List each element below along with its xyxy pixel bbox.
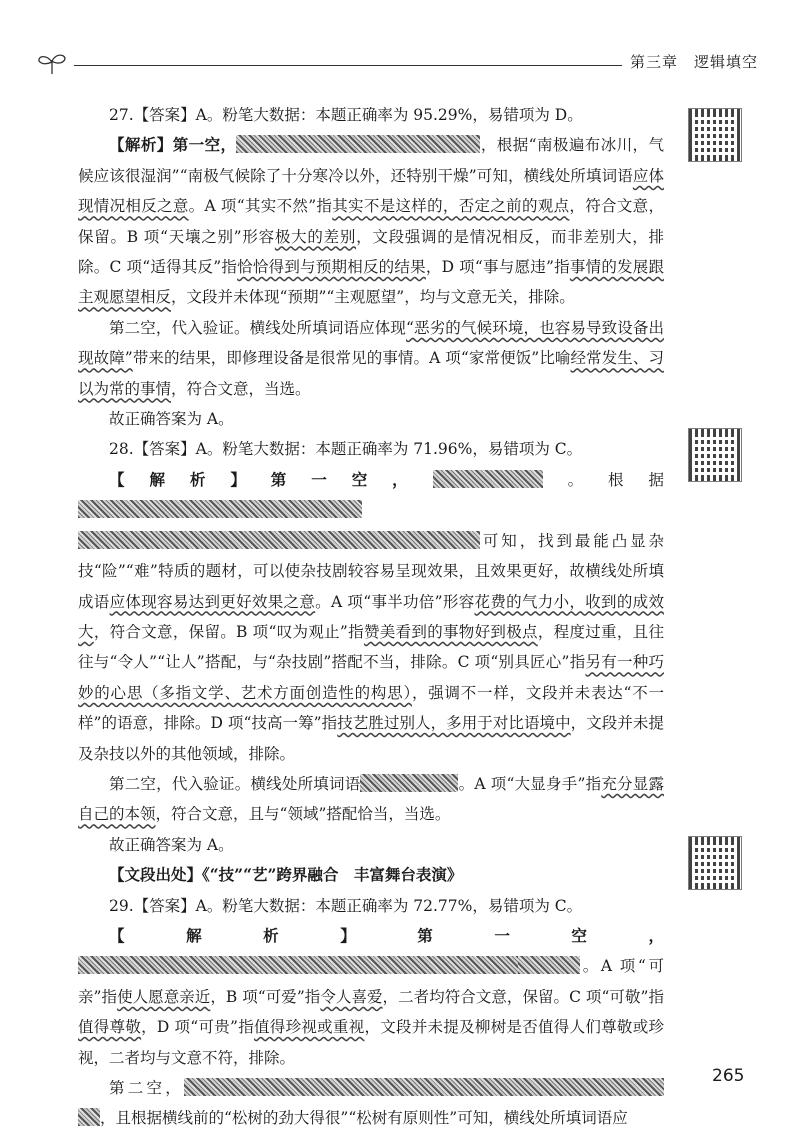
q28-analysis-1: 【解析】第一空， 。根据可知，找到最能凸显杂技“险”“难”特质的题材，可以使杂技剧较容易呈现效果，且效果更好，故横线处所填成语应体现容易达到更好效果之意。A 项“事半功倍”形容花费的气力小，收到的成效大，符合文意，保留。B 项“叹为观止”指赞美看到的事物好到极点，程度过重，且往往与“令人”“让人”搭配，与“杂技剧”搭配不当，排除。C 项“别具匠心”指另有一种巧妙的心思（多指文学、艺术方面创造性的构思），强调不一样，文段并未表达“不一样”的语意，排除。D 项“技高一筹”指技艺胜过别人，多用于对比语境中，文段并未提及杂技以外的其他领域，排除。 xyxy=(78,469,664,763)
q29-analysis-2: 第二空，，且根据横线前的“松树的劲大得很”“松树有原则性”可知，横线处所填词语应 xyxy=(78,1073,664,1134)
redacted-text xyxy=(236,135,480,153)
redacted-text xyxy=(360,774,458,792)
q29-analysis-1: 【解析】第一空，。A 项“可亲”指使人愿意亲近，B 项“可爱”指令人喜爱，二者均符合文意，保留。C 项“可敬”指值得尊敬，D 项“可贵”指值得珍视或重视，文段并未提及柳树是否值得人们尊敬或珍视，二者均与文意不符，排除。 xyxy=(78,925,664,1067)
redacted-text xyxy=(184,1078,664,1096)
qr-code-28[interactable] xyxy=(688,428,742,482)
q28-answer: 28.【答案】A。粉笔大数据：本题正确率为 71.96%，易错项为 C。 xyxy=(109,440,583,459)
qr-code-29[interactable] xyxy=(688,836,742,890)
q28-analysis-2: 第二空，代入验证。横线处所填词语 。A 项“大显身手”指充分显露自己的本领，符合文意，且与“领域”搭配恰当，当选。 xyxy=(78,774,664,824)
redacted-text xyxy=(78,956,518,974)
q28-source: 【文段出处】《“技”“艺”跨界融合 丰富舞台表演》 xyxy=(109,865,463,885)
q27-analysis-1: 【解析】第一空， ，根据“南极遍布冰川，气候应该很湿润”“南极气候除了十分寒冷以外，还特别干燥”可知，横线处所填词语应体现情况相反之意。A 项“其实不然”指其实不是这样的，否定之前的观点，符合文意，保留。B 项“天壤之别”形容极大的差别，文段强调的是情况相反，而非差别大，排除。C 项“适得其反”指恰恰得到与预期相反的结果，D 项“事与愿违”指事情的发展跟主观愿望相反，文段并未体现“预期”“主观愿望”，均与文意无关，排除。 xyxy=(78,135,664,307)
redacted-text xyxy=(433,470,543,488)
page-body xyxy=(78,100,664,1134)
redacted-text xyxy=(78,1108,100,1126)
q27-analysis-2: 第二空，代入验证。横线处所填词语应体现“恶劣的气候环境，也容易导致设备出现故障”带来的结果，即修理设备是很常见的事情。A 项“家常便饭”比喻经常发生、习以为常的事情，符合文意，当选。 xyxy=(78,318,664,398)
sprout-icon xyxy=(36,50,70,80)
qr-code-27[interactable] xyxy=(688,108,742,162)
header-rule xyxy=(74,65,622,66)
redacted-text xyxy=(78,531,480,549)
q29-answer: 29.【答案】A。粉笔大数据：本题正确率为 72.77%，易错项为 C。 xyxy=(109,896,583,915)
q28-conclusion: 故正确答案为 A。 xyxy=(109,835,234,854)
page-number: 265 xyxy=(712,1066,745,1086)
chapter-title: 第三章 逻辑填空 xyxy=(630,53,759,71)
q27-conclusion: 故正确答案为 A。 xyxy=(109,410,234,429)
q27-answer: 27.【答案】A。粉笔大数据：本题正确率为 95.29%，易错项为 D。 xyxy=(109,106,583,124)
redacted-text xyxy=(78,500,362,518)
redacted-text xyxy=(518,956,580,974)
page-header xyxy=(30,50,770,76)
